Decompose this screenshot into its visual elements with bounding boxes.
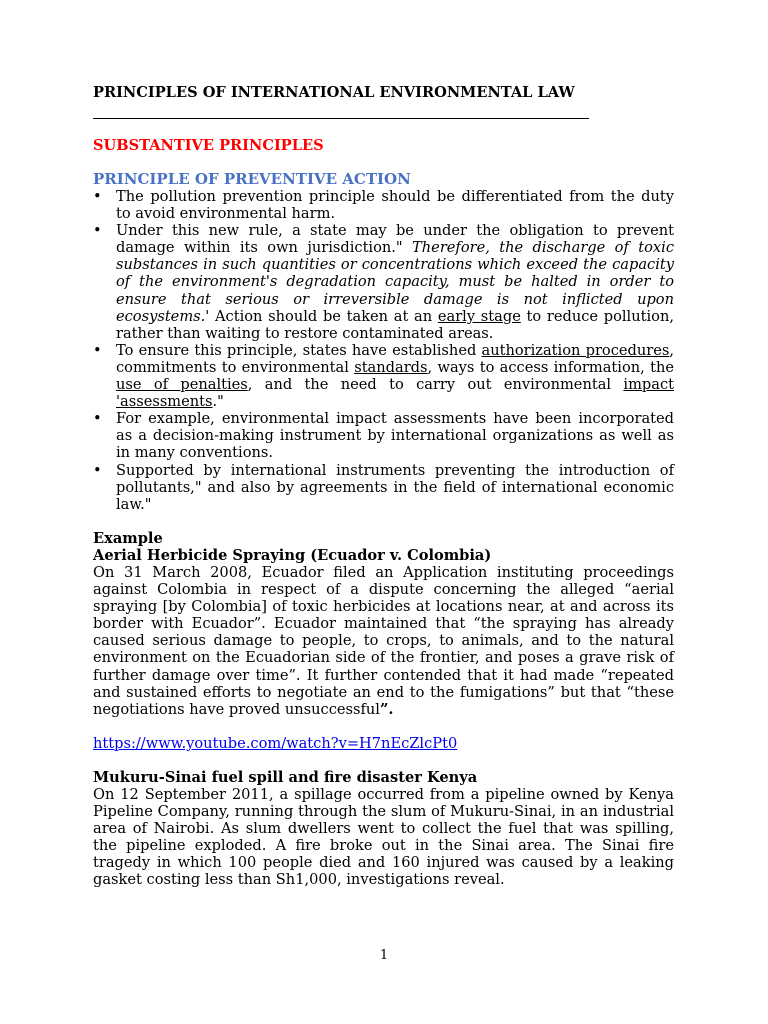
underlined-term: standards xyxy=(354,358,428,376)
spacer xyxy=(93,752,674,769)
bullet-icon: • xyxy=(93,188,102,205)
bullet-item xyxy=(93,410,674,461)
bullet-text: Under this new rule, a state may be under the obligation to prevent damage within its own jurisdiction." xyxy=(116,222,674,257)
bullet-text: , and the need to carry out environmental xyxy=(247,376,624,394)
title-underline-rule xyxy=(93,118,589,119)
subsection-heading: PRINCIPLE OF PREVENTIVE ACTION xyxy=(93,170,411,188)
bullet-text: ' Action should be taken at an xyxy=(205,307,438,325)
spacer xyxy=(93,513,674,530)
bullet-item xyxy=(93,222,674,342)
bullet-item xyxy=(93,188,674,222)
section-heading: SUBSTANTIVE PRINCIPLES xyxy=(93,137,324,154)
example-label: Example xyxy=(93,529,163,547)
bullet-text: ." xyxy=(212,393,224,411)
bullet-item xyxy=(93,462,674,513)
bullet-text: , ways to access information, the xyxy=(427,358,674,376)
case-title-mukuru-sinai: Mukuru-Sinai fuel spill and fire disaster Kenya xyxy=(93,768,478,786)
bullet-icon: • xyxy=(93,341,102,359)
page-number: 1 xyxy=(379,948,389,963)
case-body-end: ”. xyxy=(379,700,394,718)
bullet-text: Supported by international instruments preventing the introduction of pollutants," and also by agreements in the field of international economic law." xyxy=(116,461,674,513)
case-title-ecuador-colombia: Aerial Herbicide Spraying (Ecuador v. Colombia) xyxy=(93,546,492,564)
youtube-link-paragraph xyxy=(93,735,674,752)
case-body-mukuru-sinai: On 12 September 2011, a spillage occurred from a pipeline owned by Kenya Pipeline Company, running through the slum of Mukuru-Sinai, in an industrial area of Nairobi. As slum dwellers went to collect the fuel that was spilling, the pipeline exploded. A fire broke out in the Sinai area. The Sinai fire tragedy in which 100 people died and 160 injured was caused by a leaking gasket costing less than Sh1,000, investigations reveal. xyxy=(93,786,674,889)
bullet-icon: • xyxy=(93,461,102,479)
youtube-link[interactable]: https://www.youtube.com/watch?v=H7nEcZlcPt0 xyxy=(93,734,458,752)
bullet-text: To ensure this principle, states have established xyxy=(116,341,482,359)
principle-bullet-list xyxy=(93,188,674,513)
underlined-term: authorization procedures xyxy=(481,341,670,359)
underlined-term: use of penalties xyxy=(116,376,248,394)
bullet-text: The pollution prevention principle should be differentiated from the duty to avoid environmental harm. xyxy=(116,188,674,223)
underlined-term: early stage xyxy=(437,307,521,325)
bullet-icon: • xyxy=(93,410,102,428)
document-title: PRINCIPLES OF INTERNATIONAL ENVIRONMENTAL LAW xyxy=(93,84,575,101)
spacer xyxy=(93,718,674,735)
bullet-text: to reduce pollution, rather than waiting to restore contaminated areas. xyxy=(116,307,674,342)
case-body-ecuador-colombia xyxy=(93,564,674,718)
case-body-text: On 31 March 2008, Ecuador filed an Application instituting proceedings against Colombia in respect of a dispute concerning the alleged “aerial spraying [by Colombia] of toxic herbicides at locations near, at and across its border with Ecuador”. Ecuador maintained that “the spraying has already caused serious damage to people, to crops, to animals, and to the natural environment on the Ecuadorian side of the frontier, and poses a grave risk of further damage over time”. It further contended that it had made “repeated and sustained efforts to negotiate an end to the fumigations” but that “these negotiations have proved unsuccessful xyxy=(93,563,674,718)
bullet-text: , commitments to environmental xyxy=(116,341,674,376)
bullet-icon: • xyxy=(93,222,102,240)
document-body xyxy=(93,84,674,889)
bullet-italic-text: Therefore, the discharge of toxic substances in such quantities or concentrations which exceed the capacity of the environment's degradation capacity, must be halted in order to ensure that serious or irreversible damage is not inflicted upon ecosystems. xyxy=(116,239,674,325)
bullet-item xyxy=(93,342,674,410)
bullet-text: For example, environmental impact assessments have been incorporated as a decision-making instrument by international organizations as well as in many conventions. xyxy=(116,410,674,462)
underlined-term: impact 'assessments xyxy=(116,376,674,411)
